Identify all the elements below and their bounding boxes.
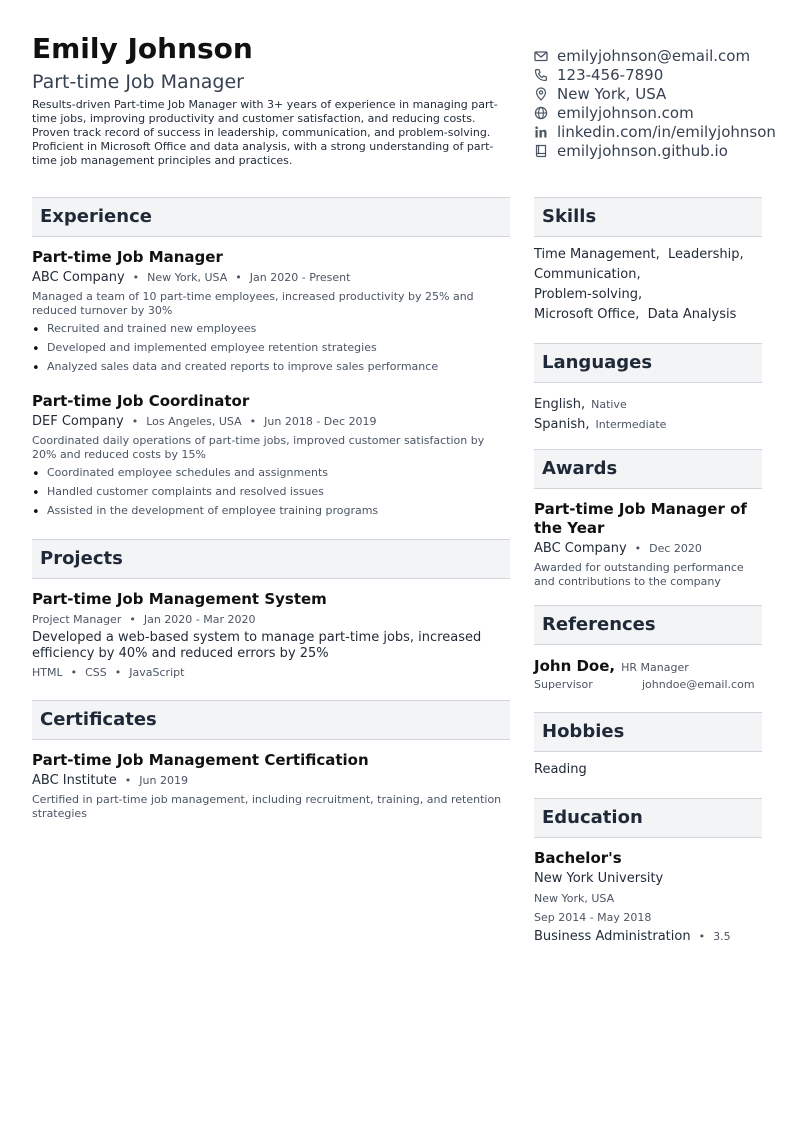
experience-bullet: • Recruited and trained new employees xyxy=(47,322,256,335)
contact-phone-text: 123-456-7890 xyxy=(557,65,664,84)
experience-dates: Jun 2018 - Dec 2019 xyxy=(264,415,377,428)
language-name: English xyxy=(534,397,581,412)
project-tech: HTML xyxy=(32,666,63,679)
separator-dot: • xyxy=(70,666,78,679)
skill-item: Microsoft Office xyxy=(534,307,636,322)
mail-icon xyxy=(534,49,548,63)
education-dates: Sep 2014 - May 2018 xyxy=(534,911,652,924)
education-location: New York, USA xyxy=(534,892,615,905)
education-degree: Bachelor's xyxy=(534,849,622,867)
linkedin-icon xyxy=(534,125,548,139)
contact-location-text: New York, USA xyxy=(557,84,667,103)
experience-company: ABC Company xyxy=(32,270,125,285)
certificate-description: Certified in part-time job management, including recruitment, training, and retention strategies xyxy=(32,793,502,820)
project-dates: Jan 2020 - Mar 2020 xyxy=(143,613,256,626)
separator-dot: • xyxy=(634,542,642,555)
skills-row: Microsoft Office, Data Analysis xyxy=(534,307,737,322)
education-field-row xyxy=(534,929,731,944)
language-level: Native xyxy=(591,398,627,411)
contact-email[interactable] xyxy=(534,46,794,65)
skills-row: Time Management, Leadership, xyxy=(534,247,744,262)
award-issuer: ABC Company xyxy=(534,541,627,556)
reference-relation: Supervisor xyxy=(534,678,593,691)
language-name: Spanish xyxy=(534,417,586,432)
experience-role: Part-time Job Coordinator xyxy=(32,392,250,410)
experience-role: Part-time Job Manager xyxy=(32,248,223,266)
separator-dot: • xyxy=(131,415,139,428)
skills-section-header: Skills xyxy=(534,197,762,237)
certificate-date: Jun 2019 xyxy=(139,774,188,787)
candidate-name: Emily Johnson xyxy=(32,32,253,65)
comma: , xyxy=(609,657,616,675)
project-tech: CSS xyxy=(85,666,107,679)
award-date: Dec 2020 xyxy=(649,542,702,555)
skill-item: Communication xyxy=(534,267,637,282)
contact-linkedin-text: linkedin.com/in/emilyjohnson xyxy=(557,122,776,141)
candidate-title: Part-time Job Manager xyxy=(32,71,244,93)
contact-list xyxy=(534,46,794,160)
certificate-issuer: ABC Institute xyxy=(32,773,117,788)
experience-summary: Managed a team of 10 part-time employees, increased productivity by 25% and reduced turnover by 30% xyxy=(32,290,474,317)
experience-bullet: • Assisted in the development of employee training programs xyxy=(47,504,378,517)
references-section-header: References xyxy=(534,605,762,645)
project-role: Project Manager xyxy=(32,613,122,626)
experience-section-header: Experience xyxy=(32,197,510,237)
experience-bullet: • Developed and implemented employee retention strategies xyxy=(47,341,377,354)
hobbies-section-header: Hobbies xyxy=(534,712,762,752)
certificate-name: Part-time Job Management Certification xyxy=(32,751,369,769)
language-item xyxy=(534,413,666,432)
skill-item: Problem-solving xyxy=(534,287,638,302)
experience-company: DEF Company xyxy=(32,414,124,429)
globe-icon xyxy=(534,106,548,120)
separator-dot: • xyxy=(249,415,257,428)
experience-meta xyxy=(32,270,350,285)
separator-dot: • xyxy=(132,271,140,284)
education-field: Business Administration xyxy=(534,929,691,944)
education-gpa: 3.5 xyxy=(713,930,731,943)
hobby-item: Reading xyxy=(534,762,587,777)
comma: , xyxy=(585,417,590,432)
education-school: New York University xyxy=(534,871,664,886)
project-name: Part-time Job Management System xyxy=(32,590,327,608)
reference-name: John Doe xyxy=(534,657,610,675)
education-section-header: Education xyxy=(534,798,762,838)
skills-row: Communication, xyxy=(534,267,641,282)
phone-icon xyxy=(534,68,548,82)
reference-position: HR Manager xyxy=(621,661,689,674)
experience-bullet: • Analyzed sales data and created reports to improve sales performance xyxy=(47,360,438,373)
experience-bullet: • Handled customer complaints and resolved issues xyxy=(47,485,324,498)
experience-summary: Coordinated daily operations of part-time jobs, improved customer satisfaction by 20% and reduced costs by 15% xyxy=(32,434,485,461)
experience-location: Los Angeles, USA xyxy=(146,415,242,428)
projects-section-header: Projects xyxy=(32,539,510,579)
experience-meta xyxy=(32,414,377,429)
bookmark-icon xyxy=(534,144,548,158)
language-level: Intermediate xyxy=(595,418,667,431)
contact-github[interactable] xyxy=(534,141,794,160)
skill-item: Leadership xyxy=(668,247,740,262)
awards-section-header: Awards xyxy=(534,449,762,489)
skill-item: Time Management xyxy=(534,247,656,262)
languages-section-header: Languages xyxy=(534,343,762,383)
contact-email-text: emilyjohnson@email.com xyxy=(557,46,751,65)
skill-item: Data Analysis xyxy=(647,307,737,322)
contact-website-text: emilyjohnson.com xyxy=(557,103,694,122)
certificates-section-header: Certificates xyxy=(32,700,510,740)
experience-location: New York, USA xyxy=(147,271,228,284)
separator-dot: • xyxy=(129,613,136,626)
separator-dot: • xyxy=(114,666,122,679)
contact-website[interactable] xyxy=(534,103,794,122)
contact-phone[interactable] xyxy=(534,65,794,84)
separator-dot: • xyxy=(235,271,242,284)
separator-dot: • xyxy=(698,930,706,943)
project-description: Developed a web-based system to manage part-time jobs, increased efficiency by 40% and reduced errors by 25% xyxy=(32,630,482,661)
profile-summary: Results-driven Part-time Job Manager with 3+ years of experience in managing part-time jobs, improving productivity and customer satisfaction, and reducing costs. Proven track record of success in leadership, communication, and problem-solving. Proficient in Microsoft Office and data analysis, with a strong understanding of part-time job management principles and practices. xyxy=(32,98,498,167)
language-item xyxy=(534,393,627,412)
reference-item xyxy=(534,656,689,675)
certificate-meta xyxy=(32,773,188,788)
award-title: Part-time Job Manager of the Year xyxy=(534,500,747,537)
project-tech-list xyxy=(32,665,184,680)
reference-email[interactable]: johndoe@email.com xyxy=(642,678,755,691)
skills-row: Problem-solving, xyxy=(534,287,643,302)
experience-bullet: • Coordinated employee schedules and assignments xyxy=(47,466,328,479)
experience-dates: Jan 2020 - Present xyxy=(249,271,351,284)
award-description: Awarded for outstanding performance and contributions to the company xyxy=(534,561,744,588)
comma: , xyxy=(580,397,586,412)
map-pin-icon xyxy=(534,87,548,101)
contact-linkedin[interactable] xyxy=(534,122,794,141)
contact-location xyxy=(534,84,794,103)
contact-github-text: emilyjohnson.github.io xyxy=(557,141,728,160)
separator-dot: • xyxy=(124,774,132,787)
project-tech: JavaScript xyxy=(129,666,185,679)
award-meta xyxy=(534,541,702,556)
project-meta xyxy=(32,612,256,627)
